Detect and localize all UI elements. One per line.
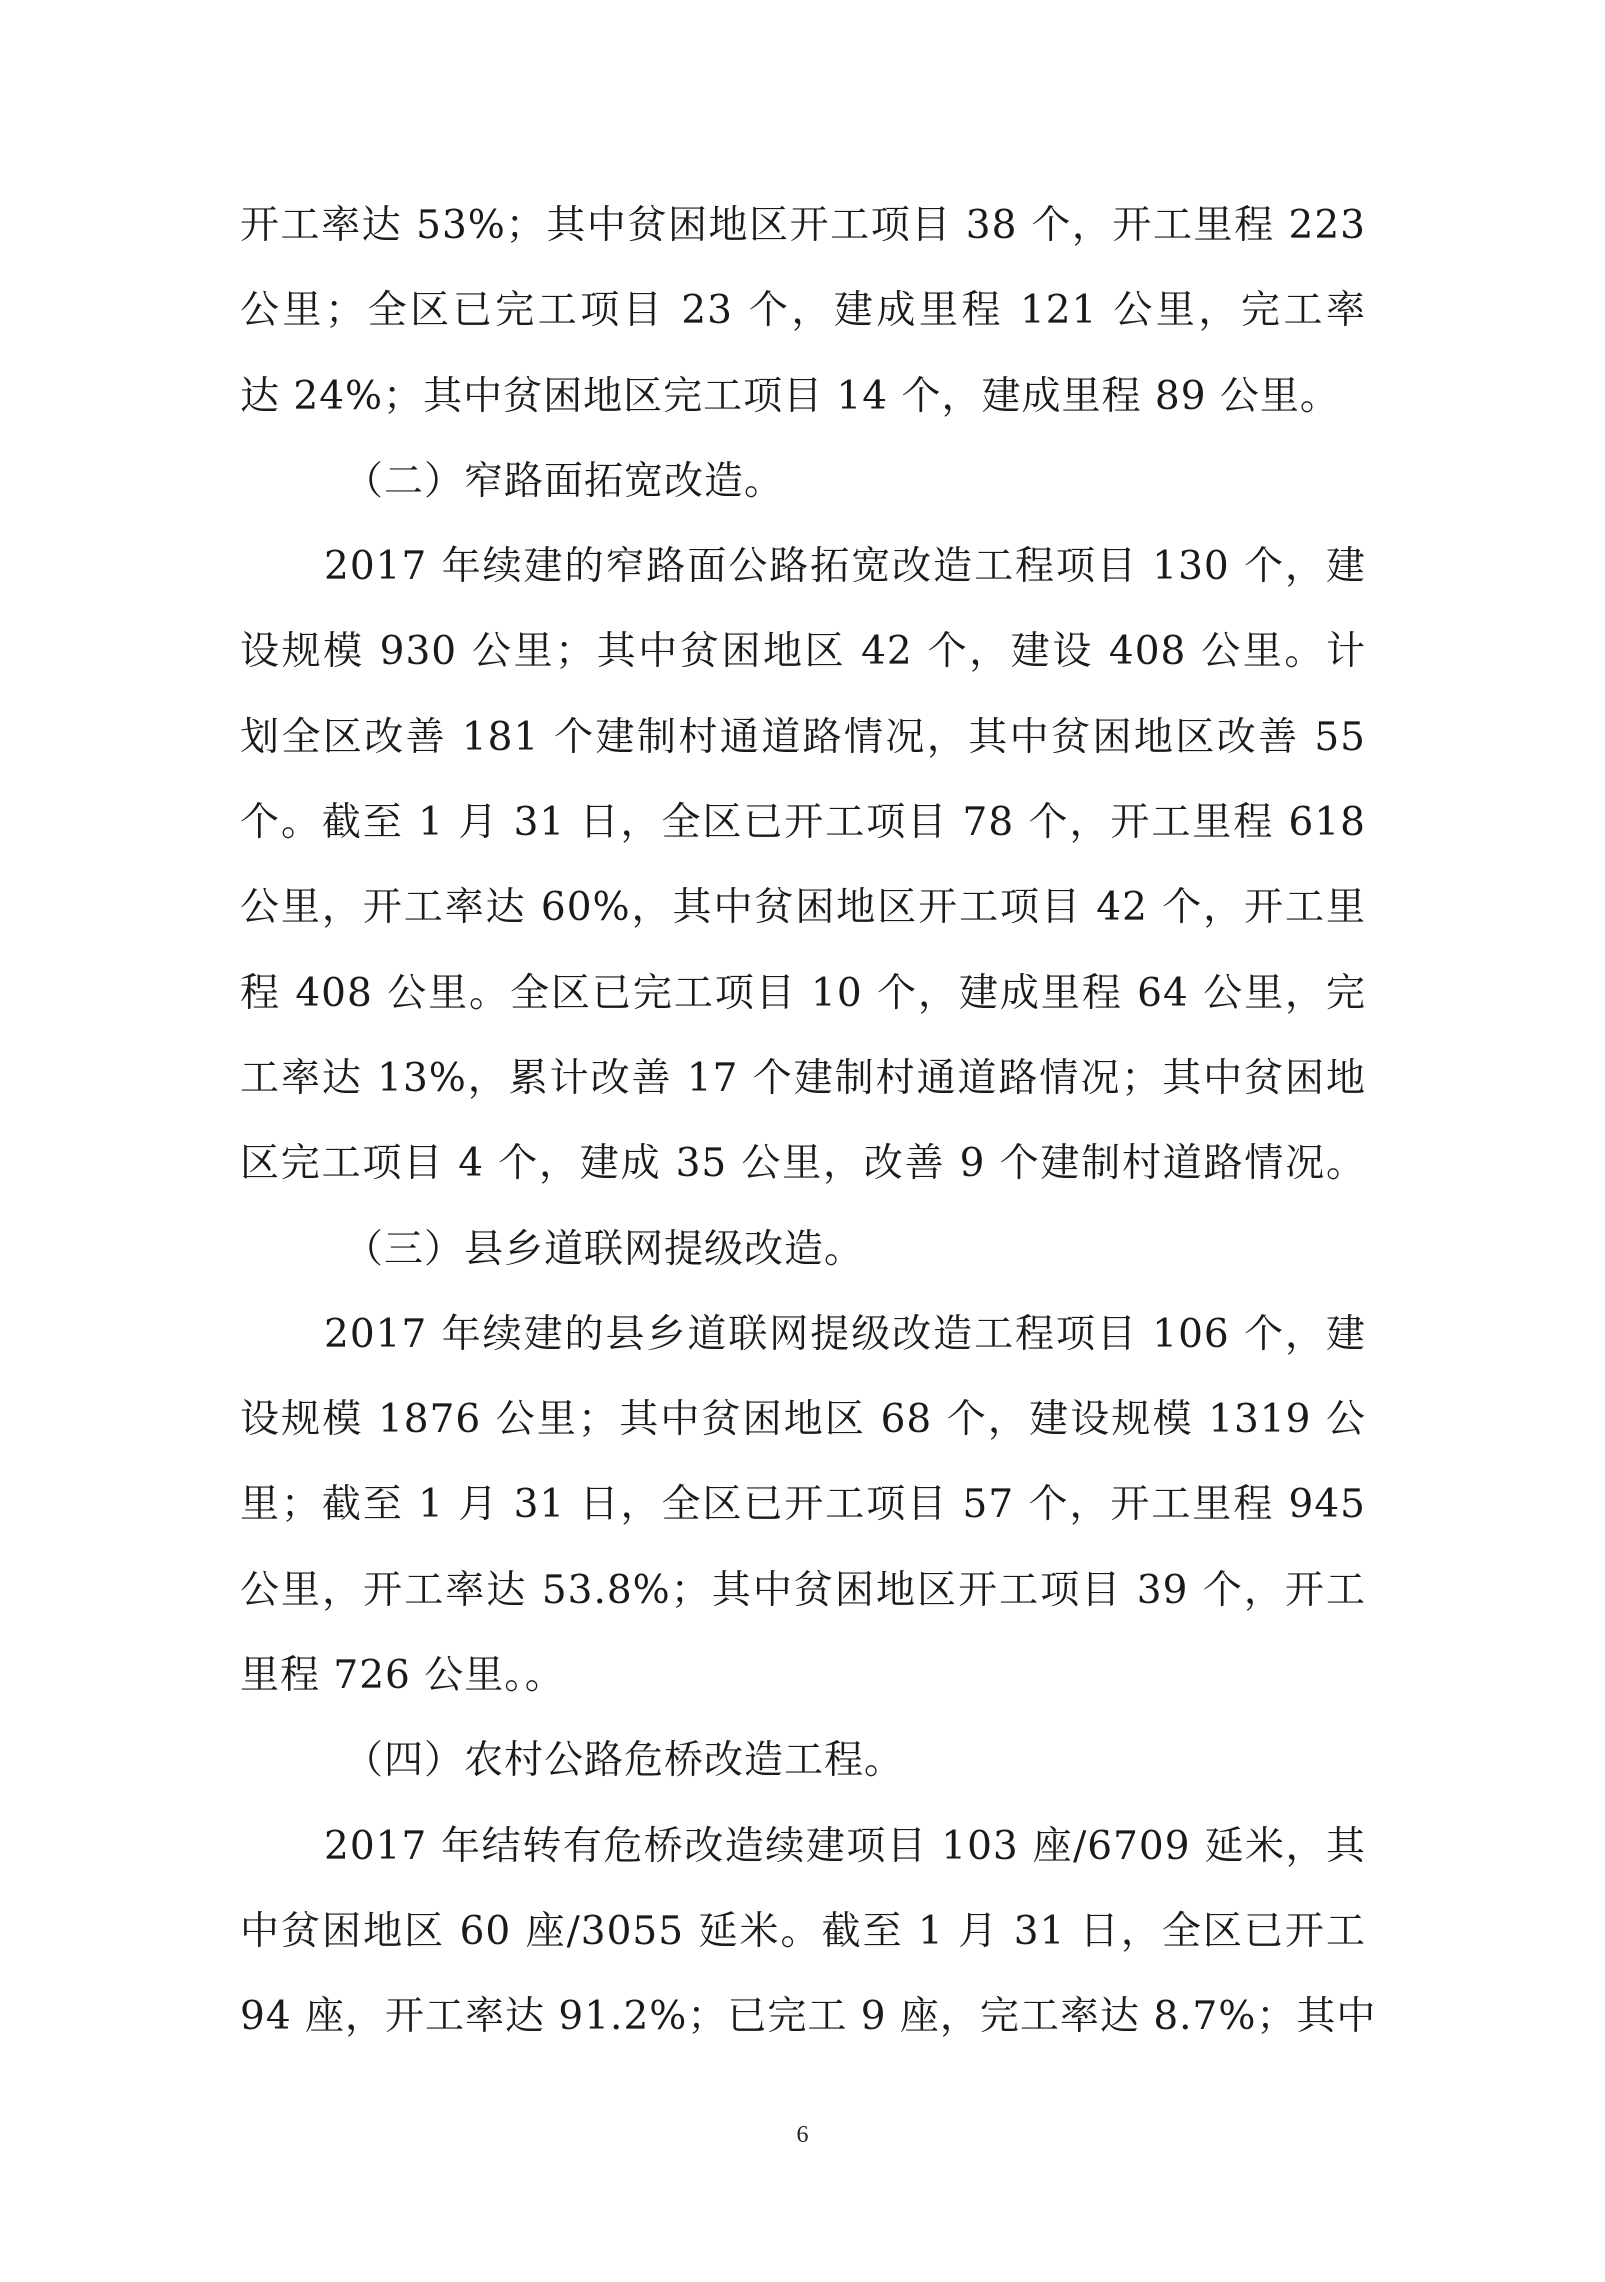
paragraph-line: 个。截至 1 月 31 日，全区已开工项目 78 个，开工里程 618 <box>240 800 1366 846</box>
paragraph-line: 开工率达 53%；其中贫困地区开工项目 38 个，开工里程 223 <box>240 203 1366 248</box>
paragraph-line: 设规模 1876 公里；其中贫困地区 68 个，建设规模 1319 公 <box>240 1397 1366 1443</box>
paragraph-line: 中贫困地区 60 座/3055 延米。截至 1 月 31 日，全区已开工 <box>240 1908 1366 1954</box>
page-number: 6 <box>796 2122 809 2148</box>
section-heading-4: （四）农村公路危桥改造工程。 <box>344 1738 905 1784</box>
paragraph-line: 2017 年结转有危桥改造续建项目 103 座/6709 延米，其 <box>324 1823 1366 1869</box>
paragraph-line: 公里；全区已完工项目 23 个，建成里程 121 公里，完工率 <box>240 288 1366 334</box>
section-heading-2: （二）窄路面拓宽改造。 <box>344 458 785 504</box>
paragraph-line: 里程 726 公里。。 <box>240 1653 565 1699</box>
paragraph-line: 程 408 公里。全区已完工项目 10 个，建成里程 64 公里，完 <box>240 970 1366 1016</box>
paragraph-line: 公里，开工率达 60%，其中贫困地区开工项目 42 个，开工里 <box>240 885 1366 931</box>
paragraph-line: 设规模 930 公里；其中贫困地区 42 个，建设 408 公里。计 <box>240 629 1366 675</box>
paragraph-line: 达 24%；其中贫困地区完工项目 14 个，建成里程 89 公里。 <box>240 373 1340 419</box>
paragraph-line: 94 座，开工率达 91.2%；已完工 9 座，完工率达 8.7%；其中 <box>240 1994 1377 2040</box>
section-heading-3: （三）县乡道联网提级改造。 <box>344 1226 865 1272</box>
paragraph-line: 工率达 13%，累计改善 17 个建制村通道路情况；其中贫困地 <box>240 1055 1366 1101</box>
paragraph-line: 里；截至 1 月 31 日，全区已开工项目 57 个，开工里程 945 <box>240 1482 1366 1528</box>
paragraph-line: 公里，开工率达 53.8%；其中贫困地区开工项目 39 个，开工 <box>240 1567 1366 1613</box>
paragraph-line: 区完工项目 4 个，建成 35 公里，改善 9 个建制村道路情况。 <box>240 1141 1366 1187</box>
document-page <box>240 196 1377 2073</box>
paragraph-line: 2017 年续建的窄路面公路拓宽改造工程项目 130 个，建 <box>324 544 1366 590</box>
paragraph-line: 划全区改善 181 个建制村通道路情况，其中贫困地区改善 55 <box>240 714 1366 760</box>
paragraph-line: 2017 年续建的县乡道联网提级改造工程项目 106 个，建 <box>324 1311 1366 1357</box>
